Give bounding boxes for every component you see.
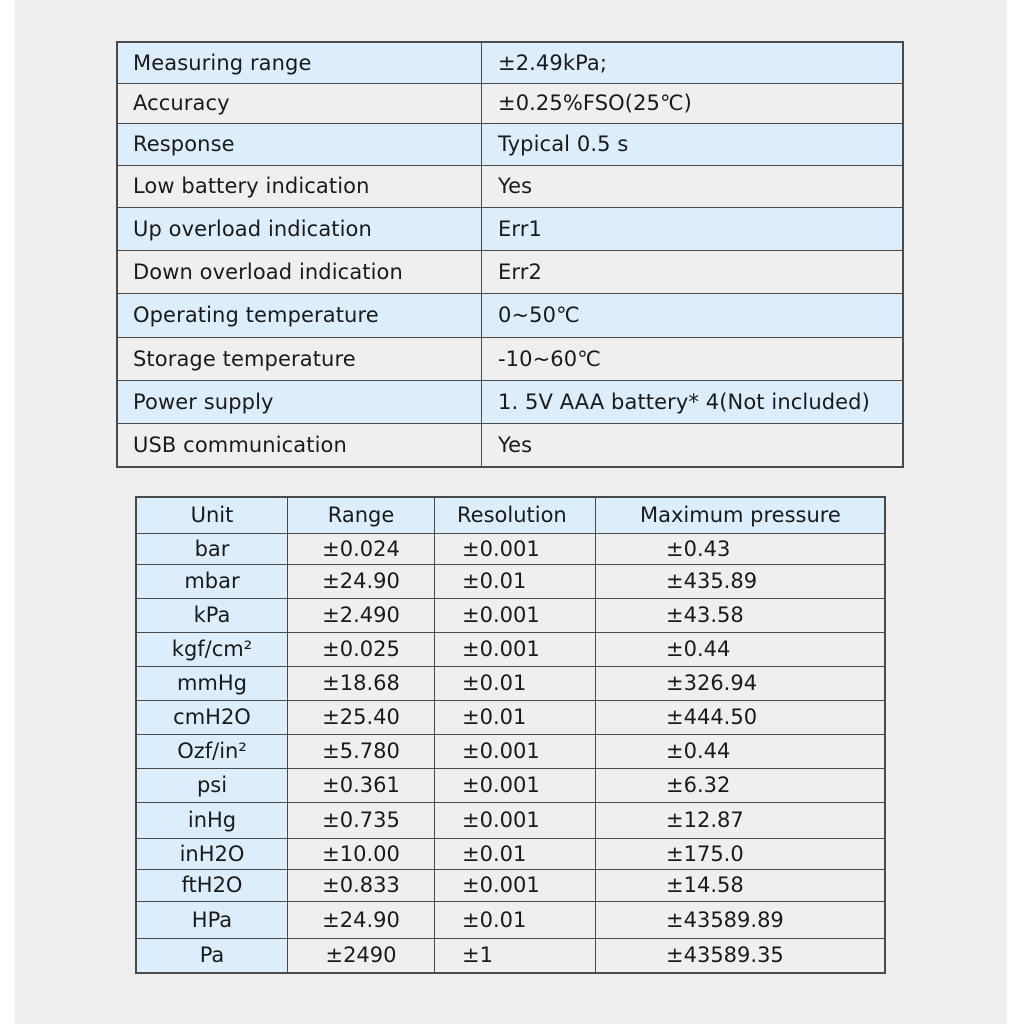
header-unit: Unit — [137, 498, 288, 533]
unit-name: kgf/cm² — [137, 633, 288, 666]
unit-range: ±0.024 — [288, 534, 435, 564]
unit-row — [137, 598, 884, 632]
unit-name: HPa — [137, 902, 288, 938]
spec-value: ±2.49kPa; — [498, 50, 608, 75]
unit-max-pressure: ±6.32 — [596, 769, 884, 802]
unit-resolution: ±0.01 — [435, 565, 596, 598]
unit-name: Ozf/in² — [137, 735, 288, 768]
spec-row — [118, 83, 902, 123]
spec-label: Power supply — [118, 381, 482, 423]
unit-range: ±24.90 — [288, 902, 435, 938]
header-range: Range — [288, 498, 435, 533]
spec-label: Storage temperature — [118, 338, 482, 380]
unit-range: ±0.025 — [288, 633, 435, 666]
unit-resolution: ±0.001 — [435, 769, 596, 802]
unit-row — [137, 700, 884, 734]
unit-name: mmHg — [137, 667, 288, 700]
unit-resolution: ±0.001 — [435, 735, 596, 768]
spec-value: Yes — [498, 432, 533, 457]
unit-resolution: ±0.001 — [435, 870, 596, 901]
unit-max-pressure: ±0.44 — [596, 735, 884, 768]
unit-table-header — [137, 498, 884, 533]
unit-max-pressure: ±175.0 — [596, 839, 884, 869]
spec-row — [118, 337, 902, 380]
unit-max-pressure: ±43589.35 — [596, 939, 884, 972]
unit-range: ±2.490 — [288, 599, 435, 632]
spec-value: Typical 0.5 s — [498, 132, 629, 156]
unit-max-pressure: ±12.87 — [596, 803, 884, 838]
unit-row — [137, 869, 884, 901]
unit-name: inHg — [137, 803, 288, 838]
unit-row — [137, 802, 884, 838]
spec-row — [118, 293, 902, 337]
spec-row — [118, 250, 902, 293]
unit-name: Pa — [137, 939, 288, 972]
spec-label: Response — [118, 124, 482, 165]
unit-max-pressure: ±0.44 — [596, 633, 884, 666]
spec-row — [118, 207, 902, 250]
spec-value: Yes — [498, 174, 533, 198]
unit-resolution: ±1 — [435, 939, 596, 972]
unit-row — [137, 564, 884, 598]
unit-max-pressure: ±14.58 — [596, 870, 884, 901]
unit-max-pressure: ±43589.89 — [596, 902, 884, 938]
unit-max-pressure: ±435.89 — [596, 565, 884, 598]
spec-row — [118, 123, 902, 165]
spec-label: Measuring range — [118, 43, 482, 83]
unit-name: psi — [137, 769, 288, 802]
unit-row — [137, 533, 884, 564]
unit-range: ±0.361 — [288, 769, 435, 802]
unit-conversion-table — [135, 496, 886, 974]
spec-label: Low battery indication — [118, 166, 482, 207]
unit-name: cmH2O — [137, 701, 288, 734]
unit-name: mbar — [137, 565, 288, 598]
header-maximum-pressure: Maximum pressure — [596, 498, 884, 533]
spec-label: Up overload indication — [118, 208, 482, 250]
unit-range: ±5.780 — [288, 735, 435, 768]
unit-max-pressure: ±43.58 — [596, 599, 884, 632]
unit-resolution: ±0.001 — [435, 534, 596, 564]
unit-resolution: ±0.01 — [435, 902, 596, 938]
spec-value: Err2 — [498, 259, 542, 284]
unit-name: inH2O — [137, 839, 288, 869]
unit-max-pressure: ±326.94 — [596, 667, 884, 700]
unit-range: ±24.90 — [288, 565, 435, 598]
unit-row — [137, 666, 884, 700]
unit-range: ±0.833 — [288, 870, 435, 901]
spec-label: Down overload indication — [118, 251, 482, 293]
header-resolution: Resolution — [435, 498, 596, 533]
spec-row — [118, 43, 902, 83]
spec-row — [118, 423, 902, 466]
spec-value: -10~60℃ — [498, 346, 601, 371]
unit-max-pressure: ±444.50 — [596, 701, 884, 734]
unit-name: kPa — [137, 599, 288, 632]
unit-range: ±10.00 — [288, 839, 435, 869]
spec-row — [118, 380, 902, 423]
unit-row — [137, 901, 884, 938]
specifications-table — [116, 41, 904, 468]
unit-name: ftH2O — [137, 870, 288, 901]
unit-max-pressure: ±0.43 — [596, 534, 884, 564]
unit-row — [137, 632, 884, 666]
spec-label: Accuracy — [118, 84, 482, 123]
unit-resolution: ±0.001 — [435, 803, 596, 838]
unit-resolution: ±0.001 — [435, 633, 596, 666]
spec-label: Operating temperature — [118, 294, 482, 337]
unit-name: bar — [137, 534, 288, 564]
unit-range: ±0.735 — [288, 803, 435, 838]
unit-row — [137, 768, 884, 802]
unit-range: ±25.40 — [288, 701, 435, 734]
unit-row — [137, 734, 884, 768]
unit-range: ±2490 — [288, 939, 435, 972]
spec-row — [118, 165, 902, 207]
spec-value: 0~50℃ — [498, 303, 580, 327]
unit-range: ±18.68 — [288, 667, 435, 700]
unit-row — [137, 938, 884, 972]
spec-value: Err1 — [498, 216, 542, 241]
unit-resolution: ±0.001 — [435, 599, 596, 632]
unit-row — [137, 838, 884, 869]
unit-resolution: ±0.01 — [435, 701, 596, 734]
spec-label: USB communication — [118, 424, 482, 466]
spec-value: ±0.25%FSO(25℃) — [498, 91, 692, 115]
unit-resolution: ±0.01 — [435, 839, 596, 869]
unit-resolution: ±0.01 — [435, 667, 596, 700]
spec-value: 1. 5V AAA battery* 4(Not included) — [498, 389, 870, 414]
